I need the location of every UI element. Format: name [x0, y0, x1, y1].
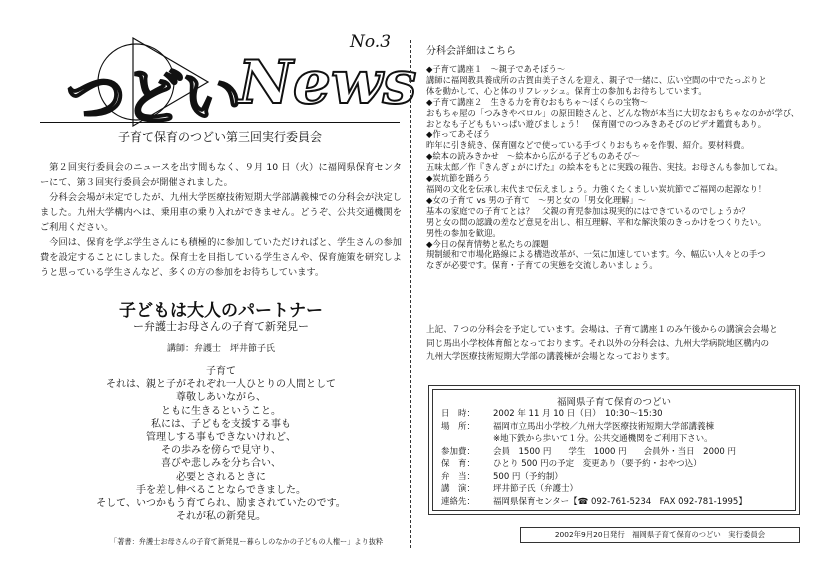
info-value: 福岡県保育センター【☎ 092-761-5234 FAX 092-781-1995】	[493, 496, 747, 507]
event-info-rows	[441, 408, 747, 508]
masthead-title-en: News	[238, 48, 417, 118]
poem	[40, 365, 402, 523]
info-row-datetime	[441, 408, 747, 421]
session-line: ◆絵本の読みきかせ ～絵本から広がる子どものあそび～	[426, 151, 640, 162]
poem-line: 喜びや悲しみを分ち合い、	[161, 458, 281, 470]
info-value: 坪井節子氏（弁護士）	[493, 484, 579, 494]
session-line: おもちゃ屋の「つみきやベロル」の原田睦さんと、どんな物が本当に大切なおもちゃなのかが学び、	[426, 107, 800, 118]
info-value: 500 円（予約制）	[493, 471, 563, 482]
summary-line: 九州大学医療技術短期大学部の講義棟が会場となっております。	[426, 352, 675, 362]
lecturer: 講師：弁護士 坪井節子氏	[166, 344, 275, 354]
session-line: 男と女の間の認識の差など意見を出し、相互理解、平和な解決策のきっかけをつくりたい。	[426, 216, 767, 227]
intro-paragraph: 分科会会場が未定でしたが、九州大学医療技術短期大学部講義棟での分科会が決定しました。九州大学構内へは、乗用車の乗り入れができません。どうぞ、公共交通機関をご利用ください。	[40, 192, 402, 233]
session-line: 福岡の文化を伝承し末代まで伝えましょう。力強くたくましい炭坑節でご福岡の起源なり！	[426, 183, 767, 194]
poem-line: 手を差し伸べることならできました。	[136, 484, 306, 496]
session-line: ◆女の子育て vs 男の子育て ～男と女の「男女化理解」～	[426, 194, 647, 205]
session-line: ◆子育て講座２ 生きる力を育むおもちゃ～ぼくらの宝物～	[426, 96, 649, 107]
citation: 「著書：弁護士お母さんの子育て新発見ー暮らしのなかの子どもの人権ー」より抜粋	[110, 537, 384, 546]
poem-line: 管理しする事もできないけれど、	[146, 432, 296, 444]
masthead-title-jp: つどい	[66, 63, 240, 133]
info-value: ※地下鉄から歩いて１分。公共交通機関をご利用下さい。	[493, 434, 713, 444]
event-info-box	[428, 385, 800, 515]
summary-line: 上記、７つの分科会を予定しています。会場は、子育て講座１のみ午後からの講演会会場と	[426, 325, 778, 335]
session-line: 規制緩和で市場化路線による構造改革が、一気に加速しています。今、幅広い人々との手つ	[426, 249, 766, 260]
info-label: 参加費：	[441, 446, 476, 457]
event-info-frame	[432, 389, 796, 511]
lecture-title: 子どもは大人のパートナー	[119, 301, 323, 321]
info-row-lecture	[441, 483, 747, 496]
session-line: ◆炭坑節を踊ろう	[426, 173, 491, 184]
info-row-childcare	[441, 458, 747, 471]
info-label: 弁 当：	[441, 471, 476, 482]
poem-line: 私には、子どもを支援する事も	[151, 418, 291, 430]
info-label: 講 演：	[441, 484, 476, 494]
info-row-lunch	[441, 471, 747, 484]
info-value: ひとり 500 円の予定 変更あり（要予約・おやつ込）	[493, 459, 702, 469]
session-line: おとなも子どももいっぱい遊びましょう！ 保育園でのつみきあそびのビデオ鑑賞もあり。	[426, 118, 767, 129]
session-line: 男性の参加を歓迎。	[426, 227, 501, 238]
poem-line: それが私の新発見。	[176, 511, 266, 523]
intro-text	[40, 160, 402, 280]
poem-line: その歩みを傍らで見守り、	[161, 445, 281, 457]
info-label: 連絡先：	[441, 496, 476, 507]
summary-line: 同じ馬出小学校体育館となっております。それ以外の分科会は、九州大学病院地区構内の	[426, 338, 770, 349]
sessions-list	[426, 64, 800, 271]
poem-line: 尊敬しあいながら、	[176, 392, 266, 404]
lecture-subtitle: ー弁護士お母さんの子育て新発見ー	[133, 320, 309, 333]
session-line: 講師に福岡教具養成所の古賀由美子さんを迎え、親子で一緒に、広い空間の中でたっぷりと	[426, 74, 767, 85]
info-value: 福岡市立馬出小学校／九州大学医療技術短期大学部講義棟	[493, 421, 715, 432]
session-line: ◆作ってあそぼう	[426, 129, 491, 140]
intro-paragraph: 第２回実行委員会のニュースを出す間もなく、９月 10 日（火）に福岡県保育センターにて、第３回実行委員会が開催されました。	[40, 162, 402, 188]
info-value: 2002 年 11 月 10 日（日） 10:30～15:30	[493, 409, 663, 419]
masthead	[38, 30, 417, 133]
session-line: 五味太郎／作『きんぎょがにげた』の絵本をもとに実践の報告、実技。お母さんも参加してね。	[426, 162, 783, 173]
info-label: 保 育：	[441, 459, 476, 469]
publication-footer: 2002年9月20日発行 福岡県子育て保育のつどい 実行委員会	[520, 527, 800, 543]
session-line: ◆今日の保育情勢と私たちの課題	[426, 238, 549, 249]
issue-number: No.3	[350, 32, 392, 52]
poem-line: 子育て	[206, 366, 236, 377]
info-row-contact	[441, 496, 747, 509]
column-divider	[410, 40, 411, 548]
session-line: ◆子育て講座１ ～親子であそぼう～	[426, 64, 566, 74]
session-line: 体を動かして、心と体のリフレッシュ。保育士の参加もお待ちしています。	[426, 85, 707, 96]
poem-line: それは、親と子がそれぞれ一人ひとりの人間として	[106, 379, 336, 391]
intro-paragraph: 今回は、保育を学ぶ学生さんにも積極的に参加していただければと、学生さんの参加費を設定することにしました。保育士を目指している学生さんや、保育施策を研究しようと思っている学生さんなど、多くの方の参加をお待ちしています。	[40, 237, 402, 278]
info-row-venue	[441, 421, 747, 434]
info-row-access	[441, 433, 747, 446]
info-value: 会員 1500 円 学生 1000 円 会員外・当日 2000 円	[493, 446, 737, 457]
session-line: 基本の家庭での子育てとは？ 父親の育児参加は現実的にはできているのでしょうか？	[426, 205, 750, 216]
poem-line: 必要とされるときに	[176, 471, 266, 483]
poem-line: そして、いつかもう育てられ、励まされていたのです。	[96, 498, 346, 510]
sessions-summary	[426, 324, 798, 365]
info-label: 場 所：	[441, 421, 476, 432]
session-line: 昨年に引き続き、保育園などで使っている手づくりおもちゃを作製、紹介。要材料費。	[426, 140, 750, 151]
section-subheading: 子育て保育のつどい第三回実行委員会	[40, 122, 400, 145]
poem-line: ともに生きるということ。	[161, 405, 281, 417]
info-row-fee	[441, 446, 747, 459]
event-info-title: 福岡県子育て保育のつどい	[556, 397, 671, 408]
sessions-heading: 分科会詳細はこちら	[426, 46, 516, 57]
info-label: 日 時：	[441, 409, 476, 419]
session-line: なぎが必要です。保育・子育ての実態を交流しあいましょう。	[426, 260, 658, 271]
